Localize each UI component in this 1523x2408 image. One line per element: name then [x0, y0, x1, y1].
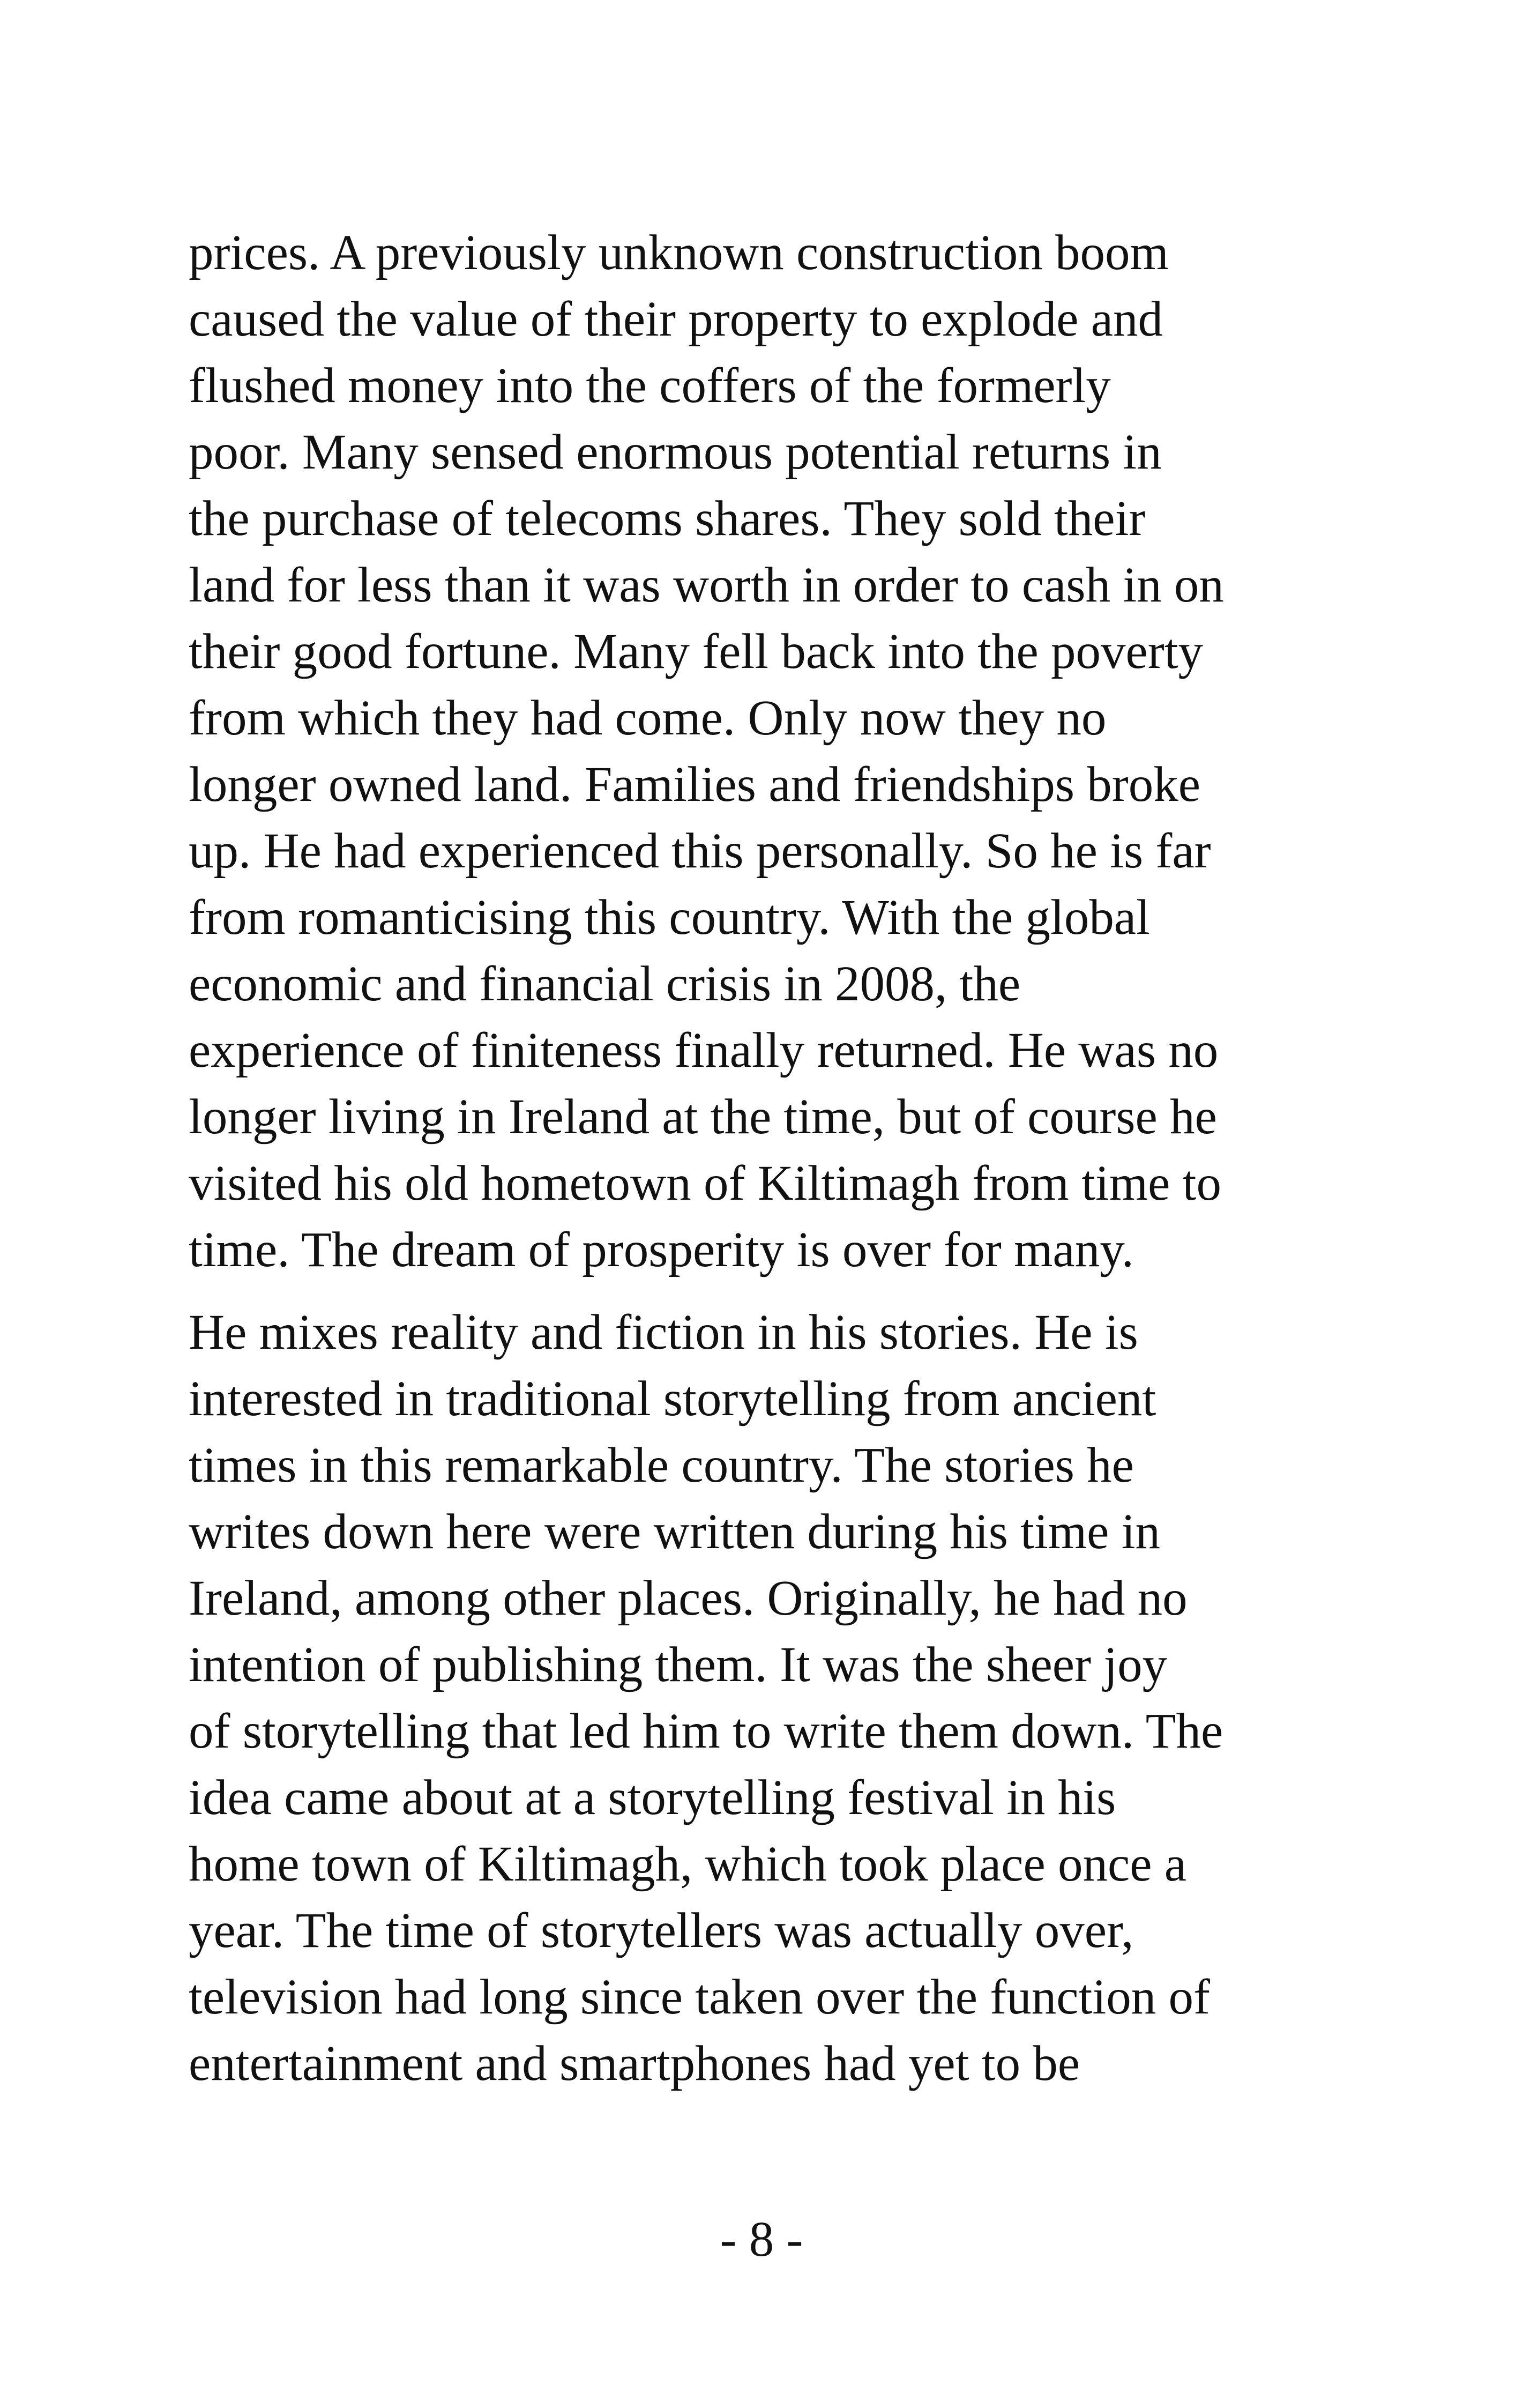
text-line: of storytelling that led him to write them down. The — [189, 1704, 1223, 1759]
text-line: from romanticising this country. With the global — [189, 890, 1150, 945]
text-line: up. He had experienced this personally. So he is far — [189, 823, 1211, 879]
text-line: land for less than it was worth in order to cash in on — [189, 558, 1224, 613]
text-line: home town of Kiltimagh, which took place once a — [189, 1837, 1187, 1892]
text-line: prices. A previously unknown construction boom — [189, 225, 1169, 280]
text-line: intention of publishing them. It was the sheer joy — [189, 1637, 1168, 1692]
text-line: interested in traditional storytelling from ancient — [189, 1371, 1156, 1426]
text-line: the purchase of telecoms shares. They sold their — [189, 491, 1146, 546]
text-line: from which they had come. Only now they no — [189, 690, 1107, 746]
text-line: visited his old hometown of Kiltimagh from time to — [189, 1156, 1221, 1211]
text-line: caused the value of their property to explode and — [189, 292, 1163, 347]
text-line: time. The dream of prosperity is over for many. — [189, 1222, 1134, 1277]
text-line: He mixes reality and fiction in his stories. He is — [189, 1305, 1138, 1360]
text-line: television had long since taken over the function of — [189, 1969, 1210, 2025]
paragraph-1 — [189, 220, 1335, 1283]
body-text — [189, 220, 1335, 2097]
text-line: experience of finiteness finally returned. He was no — [189, 1023, 1219, 1078]
text-line: times in this remarkable country. The stories he — [189, 1438, 1134, 1493]
text-line: entertainment and smartphones had yet to be — [189, 2036, 1080, 2091]
text-line: longer living in Ireland at the time, but of course he — [189, 1089, 1217, 1144]
paragraph-spacing — [189, 1283, 1335, 1299]
text-line: longer owned land. Families and friendships broke — [189, 757, 1201, 812]
text-line: economic and financial crisis in 2008, the — [189, 956, 1021, 1012]
text-line: writes down here were written during his time in — [189, 1504, 1161, 1559]
text-line: flushed money into the coffers of the formerly — [189, 358, 1111, 413]
paragraph-2 — [189, 1299, 1335, 2097]
text-line: poor. Many sensed enormous potential returns in — [189, 425, 1162, 480]
text-line: their good fortune. Many fell back into the poverty — [189, 624, 1204, 679]
text-line: idea came about at a storytelling festival in his — [189, 1770, 1116, 1825]
text-line: year. The time of storytellers was actually over, — [189, 1903, 1134, 1958]
page-number: - 8 - — [720, 2212, 803, 2267]
text-line: Ireland, among other places. Originally, he had no — [189, 1571, 1188, 1626]
